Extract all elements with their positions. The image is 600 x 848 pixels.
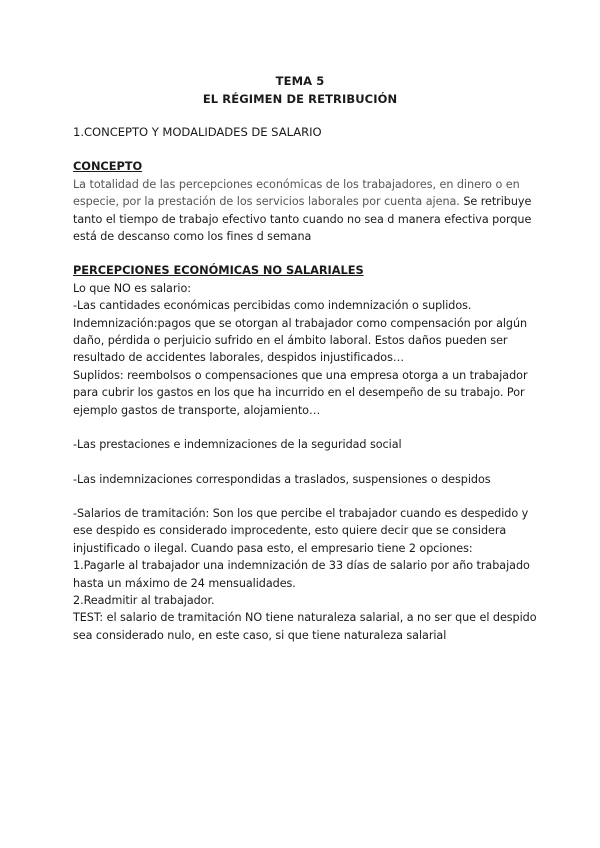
- concepto-text-gray: La totalidad de las percepciones económicas de los trabajadores, en dinero o en especie, por la prestación de los servicios laborales por cuenta ajena.: [73, 177, 520, 209]
- percepciones-intro: Lo que NO es salario:: [73, 281, 191, 295]
- section-title: 1.CONCEPTO Y MODALIDADES DE SALARIO: [73, 125, 322, 139]
- percepciones-item-1: -Las cantidades económicas percibidas como indemnización o suplidos.: [73, 299, 472, 313]
- tema-label: TEMA 5: [275, 74, 325, 88]
- document-title: EL RÉGIMEN DE RETRIBUCIÓN: [202, 92, 398, 106]
- option-2: 2.Readmitir al trabajador.: [73, 593, 215, 607]
- concepto-text-dark: Se retribuye tanto el tiempo de trabajo efectivo tanto cuando no sea d manera efectiva porque está de descanso como los fines d semana: [73, 195, 532, 244]
- suplidos-definition: Suplidos: reembolsos o compensaciones que una empresa otorga a un trabajador para cubrir los gastos en los que ha incurrido en el desempeño de su trabajo. Por ejemplo gastos de transporte, alojamiento…: [73, 368, 528, 417]
- concepto-heading: CONCEPTO: [73, 159, 143, 174]
- percepciones-item-2: -Las prestaciones e indemnizaciones de la seguridad social: [73, 438, 402, 452]
- salarios-tramitacion: -Salarios de tramitación: Son los que percibe el trabajador cuando es despedido y ese despido es considerado improcedente, esto quiere decir que se considera injustificado o ilegal. Cuando pasa esto, el empresario tiene 2 opciones:: [73, 506, 529, 555]
- percepciones-heading: PERCEPCIONES ECONÓMICAS NO SALARIALES: [73, 263, 364, 278]
- indemnizacion-definition: Indemnización:pagos que se otorgan al trabajador como compensación por algún daño, pérdida o perjuicio sufrido en el ámbito laboral. Estos daños pueden ser resultado de accidentes laborales, despidos injustificados…: [73, 316, 528, 365]
- concepto-paragraph: [73, 176, 543, 246]
- percepciones-item-3: -Las indemnizaciones correspondidas a traslados, suspensiones o despidos: [73, 472, 491, 486]
- document-header: [0, 72, 600, 108]
- document-body: [73, 124, 543, 644]
- test-note: TEST: el salario de tramitación NO tiene naturaleza salarial, a no ser que el despido sea considerado nulo, en este caso, si que tiene naturaleza salarial: [73, 611, 537, 642]
- option-1: 1.Pagarle al trabajador una indemnización de 33 días de salario por año trabajado hasta un máximo de 24 mensualidades.: [73, 559, 530, 590]
